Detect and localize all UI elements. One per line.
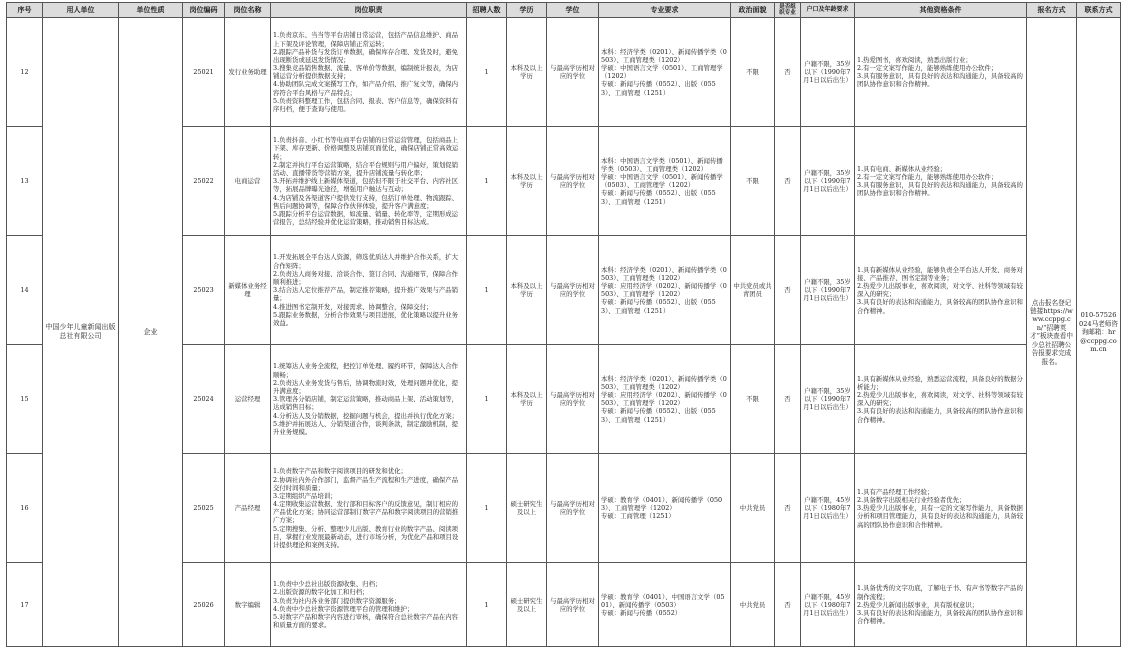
duties-cell: 1.开发拓展全平台达人资源，筛选优质达人并维护合作关系，扩大合作矩阵； 2.负责达人商务对接、洽谈合作、签订合同、沟通细节，保障合作顺利推进； 3.结合达人定位推荐产品，制定推荐策略，提升推广效果与产品销量； 4.推进图书定制开发，对接需求、协调整合，保障交付； 5.跟踪业务数据，分析合作效果与项目进展，优化策略以提升业务效益。 [271,236,467,345]
recruitment-table [6,2,1121,647]
position-code: 25022 [183,127,225,236]
age-cell: 户籍不限，35岁以下（1990年7月1日以后出生） [801,127,855,236]
major-cell: 本科：经济学类（0201）、新闻传播学类（0503）、工商管理类（1202） 学硕：应用经济学（0202）、新闻传播学（0503）、工商管理学（1202） 专硕：新闻与传播（0552）、出版（0553）、工商管理（1251） [599,345,731,454]
table-row [7,18,1121,127]
degree-cell: 与最高学历相对应的学位 [547,345,599,454]
degree-cell: 与最高学历相对应的学位 [547,563,599,647]
org-cell: 否 [775,18,801,127]
position-name: 电商运营 [225,127,271,236]
education-cell: 硕士研究生及以上 [507,454,547,563]
row-no: 14 [7,236,43,345]
header-count: 招聘人数 [467,3,507,18]
apply-method-text[interactable]: 点击报名登记链接https://www.ccppg.cn/“招聘英才”板块查看中少总社招聘公告报要求完成报名。 [1030,298,1073,366]
header-row [7,3,1121,18]
contact-cell: 010-57526024马老师咨询邮箱：hr@ccppg.com.cn [1077,18,1121,647]
header-position-code: 岗位编码 [183,3,225,18]
position-name: 产品经理 [225,454,271,563]
apply-method-cell [1027,18,1077,647]
header-age: 户口及年龄要求 [801,3,855,18]
org-cell: 否 [775,563,801,647]
other-cell: 1.具有电商、新媒体从业经验； 2.有一定文案写作能力，能够熟练使用办公软件； 3.具有服务意识，具有良好的表达和沟通能力，具备较高的团队协作意识和合作精神。 [855,127,1027,236]
major-cell: 本科：中国语言文学类（0501）、新闻传播学类（0503）、工商管理类（1202） 学硕：中国语言文学（0501）、新闻传播学（0503）、工商管理学（1202） 专硕：新闻与传播（0552）、出版（0553）、工商管理（1251） [599,127,731,236]
age-cell: 户籍不限，35岁以下（1990年7月1日以后出生） [801,236,855,345]
org-cell: 否 [775,127,801,236]
major-cell: 本科：经济学类（0201）、新闻传播学类（0503）、工商管理类（1202） 学硕：应用经济学（0202）、新闻传播学（0503）、工商管理学（1202） 专硕：新闻与传播（0552）、出版（0553）、工商管理（1251） [599,236,731,345]
age-cell: 户籍不限，35岁以下（1990年7月1日以后出生） [801,345,855,454]
row-no: 15 [7,345,43,454]
employer-type-cell: 企业 [119,18,183,647]
duties-cell: 1.统筹达人业务全流程，把控订单处理、履约环节，保障达人合作顺畅； 2.负责达人业务发货与售后，协调物流时效，处理问题并优化，提升满意度； 3.管理各分销店铺，制定运营策略，推动商品上架、活动策划等，达成销售目标； 4.分析达人及分销数据，挖掘问题与机会，提出并执行优化方案； 5.维护并拓展达人、分销渠道合作，谈判条款，制定激励机制，提升业务规模。 [271,345,467,454]
position-code: 25021 [183,18,225,127]
major-cell: 本科：经济学类（0201）、新闻传播学类（0503）、工商管理类（1202） 学硕：中国语言文学（0501）、工商管理学（1202） 专硕：新闻与传播（0552）、出版（0553）、工商管理（1251） [599,18,731,127]
hire-count: 1 [467,345,507,454]
header-position-name: 岗位名称 [225,3,271,18]
duties-cell: 1.负责中少总社出版资源收集、归档； 2.出版资源的数字化加工和归档； 3.负责为社内各业务部门提供数字资源服务； 4.负责中少总社数字资源管理平台的管理和维护； 5.对数字产品和数字内容进行审核，确保符合总社数字产品在内容和质量方面的要求。 [271,563,467,647]
other-cell: 1.具备优秀的文字功底，了解电子书、有声书等数字产品的制作流程； 2.热爱少儿新闻出版事业，具有版权意识； 3.具有良好的表达和沟通能力，具备较高的团队协作意识和合作精神。 [855,563,1027,647]
hire-count: 1 [467,236,507,345]
row-no: 16 [7,454,43,563]
education-cell: 硕士研究生及以上 [507,563,547,647]
degree-cell: 与最高学历相对应的学位 [547,18,599,127]
row-no: 17 [7,563,43,647]
position-name: 数字编辑 [225,563,271,647]
other-cell: 1.热爱图书，喜欢阅读，熟悉出版行业； 2.有一定文案写作能力，能够熟练使用办公软件； 3.具有服务意识，具有良好的表达和沟通能力，具备较高的团队协作意识和合作精神。 [855,18,1027,127]
duties-cell: 1.负责京东、当当等平台店铺日常运营，包括产品信息维护、商品上下架及评论管理，保障店铺正常运转； 2.跟踪产品补货与发货订单数据，确保库存合理、发货及时，避免出现断货或延迟发货情况； 3.搜集竞品销售数据、流量、客单价等数据，编制统计报表，为店铺运营分析提供数据支持； 4.协助团队完成文案撰写工作，如产品介绍、推广复文等，确保内容符合平台风格与产品特点； 5.负责资料整理工作，包括合同、报表、客户信息等，确保资料有序归档，便于查询与使用。 [271,18,467,127]
hire-count: 1 [467,127,507,236]
degree-cell: 与最高学历相对应的学位 [547,454,599,563]
education-cell: 本科及以上学历 [507,236,547,345]
header-no: 序号 [7,3,43,18]
header-other: 其他资格条件 [855,3,1027,18]
position-code: 25024 [183,345,225,454]
header-apply: 报名方式 [1027,3,1077,18]
education-cell: 本科及以上学历 [507,345,547,454]
header-contact: 联系方式 [1077,3,1121,18]
header-employer: 用人单位 [43,3,119,18]
politics-cell: 中共党员 [731,563,775,647]
hire-count: 1 [467,454,507,563]
politics-cell: 中共党员 [731,454,775,563]
header-education: 学历 [507,3,547,18]
position-name: 新媒体业务经理 [225,236,271,345]
org-cell: 否 [775,454,801,563]
hire-count: 1 [467,563,507,647]
position-name: 发行业务助理 [225,18,271,127]
header-org: 是否组织专业 [775,3,801,18]
major-cell: 学硕：教育学（0401）、新闻传播学（0503）、工商管理学（1202） 专硕：工商管理（1251） [599,454,731,563]
position-code: 25025 [183,454,225,563]
header-degree: 学位 [547,3,599,18]
org-cell: 否 [775,236,801,345]
politics-cell: 不限 [731,345,775,454]
position-code: 25023 [183,236,225,345]
degree-cell: 与最高学历相对应的学位 [547,236,599,345]
header-duties: 岗位职责 [271,3,467,18]
org-cell: 否 [775,345,801,454]
politics-cell: 中共党员或共青团员 [731,236,775,345]
other-cell: 1.具有产品经理工作经验； 2.具备数字出版相关行业经验者优先； 3.热爱少儿出版事业，具有一定的文案写作能力，具备数据分析和项目管理能力，具有良好的表达和沟通能力，具备较高的团队协作意识和合作精神。 [855,454,1027,563]
row-no: 13 [7,127,43,236]
employer-cell: 中国少年儿童新闻出版总社有限公司 [43,18,119,647]
age-cell: 户籍不限，45岁以下（1980年7月1日以后出生） [801,454,855,563]
position-code: 25026 [183,563,225,647]
duties-cell: 1.负责抖音、小红书等电商平台店铺的日常运营管理，包括商品上下架、库存更新、价格调整及店铺页面优化，确保店铺正常高效运转； 2.制定并执行平台运营策略，结合平台规则与用户偏好，策划促销活动、直播带货等营销方案，提升店铺流量与转化率； 3.开拓并维护线上新媒体渠道，包括但不限于社交平台、内容社区等，拓展品牌曝光途径，增强用户触达与互动； 4.为店铺及各渠道客户提供发行支持，包括订单处理、物流跟踪、售后问题协调等，保障合作伙伴体验，提升客户满意度； 5.跟踪分析平台运营数据，如流量、销量、转化率等，定期形成运营报告，总结经验并优化运营策略，推动销售目标达成。 [271,127,467,236]
position-name: 运营经理 [225,345,271,454]
education-cell: 本科及以上学历 [507,18,547,127]
degree-cell: 与最高学历相对应的学位 [547,127,599,236]
row-no: 12 [7,18,43,127]
header-major: 专业要求 [599,3,731,18]
politics-cell: 不限 [731,127,775,236]
politics-cell: 不限 [731,18,775,127]
other-cell: 1.具有新媒体从业经验，熟悉运营流程，具备良好的数据分析能力； 2.热爱少儿出版事业，喜欢阅读，对文学、社科等领域有较深入的研究； 3.具有良好的表达和沟通能力，具备较高的团队协作意识和合作精神。 [855,345,1027,454]
other-cell: 1.具有新媒体从业经验，能够负责全平台达人开发、商务对接、产品推荐、图书定制等业务； 2.热爱少儿出版事业，喜欢阅读，对文学、社科等领域有较深入的研究； 3.具有良好的表达和沟通能力，具备较高的团队协作意识和合作精神。 [855,236,1027,345]
education-cell: 本科及以上学历 [507,127,547,236]
age-cell: 户籍不限，45岁以下（1980年7月1日以后出生） [801,563,855,647]
header-employer-type: 单位性质 [119,3,183,18]
age-cell: 户籍不限，35岁以下（1990年7月1日以后出生） [801,18,855,127]
header-politics: 政治面貌 [731,3,775,18]
major-cell: 学硕：教育学（0401）、中国语言文学（0501）、新闻传播学（0503） 专硕：新闻与传播（0552） [599,563,731,647]
duties-cell: 1.负责数字产品和数字阅读项目的研发和优化； 2.协调社内外合作部门，监督产品生产流程和生产进度，确保产品交付时间和质量； 3.定期组织产品培训； 4.定期收集运营数据、发行部和目标客户的反馈意见，制订相应的产品优化方案；协同运营部制订数字产品和数字阅读项目的营销推广方案； 5.定期搜集、分析、整理少儿出版、教育行业的数字产品、阅读项目，掌握行业发展最新动态，进行市场分析，为优化产品和项目设计提供理论和案例支持。 [271,454,467,563]
hire-count: 1 [467,18,507,127]
